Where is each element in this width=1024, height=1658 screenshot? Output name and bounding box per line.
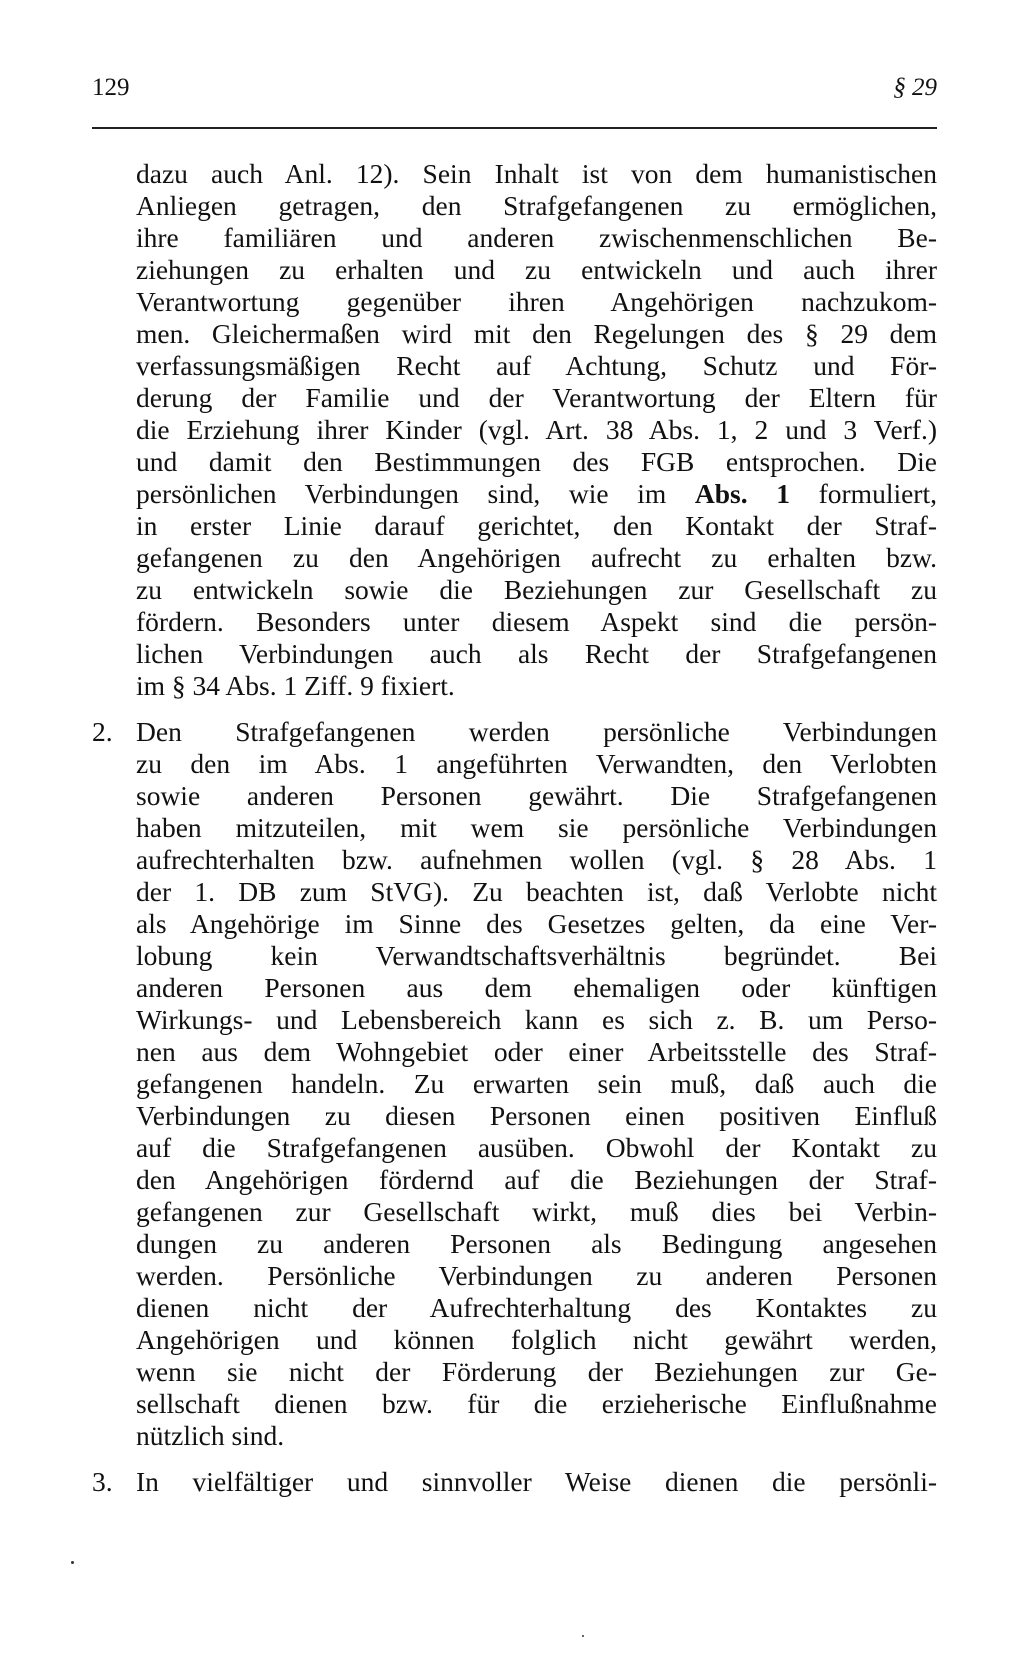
text-line: und damit den Bestimmungen des FGB entsprochen. Die (136, 446, 937, 477)
text-line: Den Strafgefangenen werden persönliche Verbindungen (136, 716, 937, 747)
text-line: fördern. Besonders unter diesem Aspekt sind die persön- (136, 606, 937, 637)
section-reference: § 29 (893, 74, 937, 101)
text-line-with-emphasis (92, 478, 937, 510)
text-line: die Erziehung ihrer Kinder (vgl. Art. 38 Abs. 1, 2 und 3 Verf.) (136, 414, 937, 445)
paragraph-continuation (92, 158, 937, 702)
numbered-item-2 (92, 716, 937, 1452)
text-line: werden. Persönliche Verbindungen zu anderen Personen (136, 1260, 937, 1291)
numbered-item-3 (92, 1466, 937, 1498)
text-segment: persönlichen Verbindungen sind, wie im (136, 478, 695, 509)
page-header (92, 74, 937, 114)
text-line: dungen zu anderen Personen als Bedingung angesehen (136, 1228, 937, 1259)
text-line: nen aus dem Wohngebiet oder einer Arbeitsstelle des Straf- (136, 1036, 937, 1067)
text-line: Anliegen getragen, den Strafgefangenen zu ermöglichen, (136, 190, 937, 221)
text-line: zu entwickeln sowie die Beziehungen zur Gesellschaft zu (136, 574, 937, 605)
scan-speck (582, 1635, 584, 1637)
text-line: derung der Familie und der Verantwortung der Eltern für (136, 382, 937, 413)
text-line: dienen nicht der Aufrechterhaltung des Kontaktes zu (136, 1292, 937, 1323)
text-line: lobung kein Verwandtschaftsverhältnis begründet. Bei (136, 940, 937, 971)
text-line: wenn sie nicht der Förderung der Beziehungen zur Ge- (136, 1356, 937, 1387)
text-line: aufrechterhalten bzw. aufnehmen wollen (vgl. § 28 Abs. 1 (136, 844, 937, 875)
text-line: nützlich sind. (136, 1420, 285, 1451)
text-line: auf die Strafgefangenen ausüben. Obwohl der Kontakt zu (136, 1132, 937, 1163)
text-line: Angehörigen und können folglich nicht gewährt werden, (136, 1324, 937, 1355)
text-line: dazu auch Anl. 12). Sein Inhalt ist von dem humanistischen (136, 158, 937, 189)
scan-speck (71, 1561, 74, 1564)
text-line: im § 34 Abs. 1 Ziff. 9 fixiert. (136, 670, 455, 701)
emphasized-reference: Abs. 1 (694, 478, 790, 509)
text-line: haben mitzuteilen, mit wem sie persönliche Verbindungen (136, 812, 937, 843)
text-line: in erster Linie darauf gerichtet, den Kontakt der Straf- (136, 510, 937, 541)
page-body (92, 158, 937, 1512)
item-number: 2. (92, 716, 113, 747)
text-line: als Angehörige im Sinne des Gesetzes gelten, da eine Ver- (136, 908, 937, 939)
text-line: sowie anderen Personen gewährt. Die Strafgefangenen (136, 780, 937, 811)
page-number: 129 (92, 74, 130, 101)
text-line: der 1. DB zum StVG). Zu beachten ist, daß Verlobte nicht (136, 876, 937, 907)
text-line: zu den im Abs. 1 angeführten Verwandten, den Verlobten (136, 748, 937, 779)
text-line: den Angehörigen fördernd auf die Beziehungen der Straf- (136, 1164, 937, 1195)
text-line: ziehungen zu erhalten und zu entwickeln und auch ihrer (136, 254, 937, 285)
text-line: Verantwortung gegenüber ihren Angehörigen nachzukom- (136, 286, 937, 317)
text-line: men. Gleichermaßen wird mit den Regelungen des § 29 dem (136, 318, 937, 349)
text-line: verfassungsmäßigen Recht auf Achtung, Schutz und För- (136, 350, 937, 381)
text-line: sellschaft dienen bzw. für die erzieherische Einflußnahme (136, 1388, 937, 1419)
item-number: 3. (92, 1466, 113, 1497)
text-line: In vielfältiger und sinnvoller Weise dienen die persönli- (136, 1466, 937, 1497)
text-segment: formuliert, (789, 478, 937, 509)
text-line: Wirkungs- und Lebensbereich kann es sich z. B. um Perso- (136, 1004, 937, 1035)
text-line: lichen Verbindungen auch als Recht der Strafgefangenen (136, 638, 937, 669)
text-line: ihre familiären und anderen zwischenmenschlichen Be- (136, 222, 937, 253)
text-line: anderen Personen aus dem ehemaligen oder künftigen (136, 972, 937, 1003)
header-rule (92, 127, 937, 129)
text-line: Verbindungen zu diesen Personen einen positiven Einfluß (136, 1100, 937, 1131)
text-line: gefangenen zu den Angehörigen aufrecht zu erhalten bzw. (136, 542, 937, 573)
text-line: gefangenen zur Gesellschaft wirkt, muß dies bei Verbin- (136, 1196, 937, 1227)
text-line: gefangenen handeln. Zu erwarten sein muß, daß auch die (136, 1068, 937, 1099)
